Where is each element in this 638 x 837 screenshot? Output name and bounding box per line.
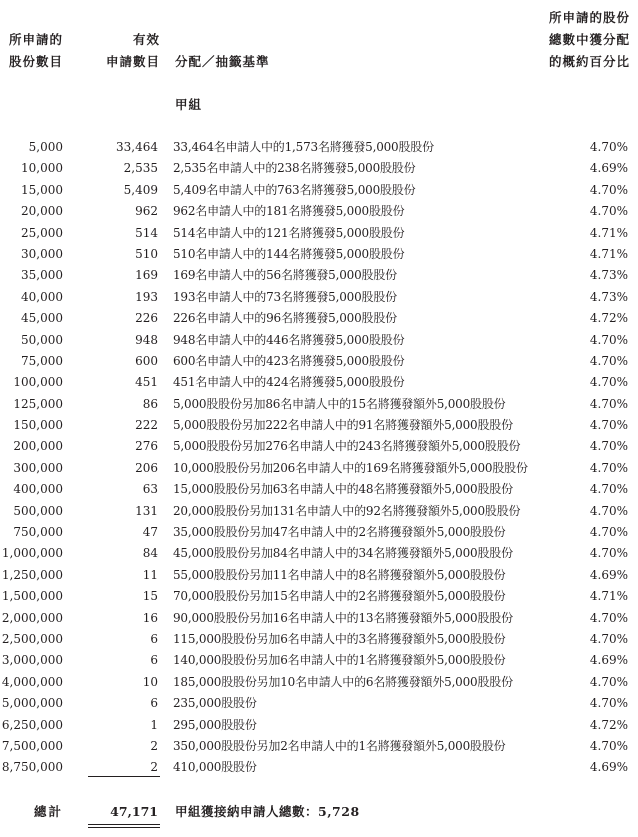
shares-cell: 6,250,000: [1, 717, 63, 732]
table-row: [0, 629, 638, 650]
applications-cell: 6: [150, 631, 158, 646]
percent-cell: 4.70%: [589, 696, 628, 711]
subtotal-rule: [88, 776, 160, 777]
header-approx-percentage-line2: 總數中獲分配: [548, 32, 630, 47]
percent-cell: 4.70%: [589, 525, 628, 540]
percent-cell: 4.70%: [589, 204, 628, 219]
applications-cell: 600: [135, 353, 158, 368]
percent-cell: 4.70%: [589, 375, 628, 390]
applications-cell: 16: [142, 610, 158, 625]
percent-cell: 4.70%: [589, 631, 628, 646]
shares-cell: 40,000: [21, 289, 63, 304]
table-row: [0, 672, 638, 693]
percent-cell: 4.70%: [589, 182, 628, 197]
percent-cell: 4.72%: [589, 717, 628, 732]
total-applications: 47,171: [110, 804, 158, 819]
total-double-rule: [88, 824, 160, 828]
header-shares-applied-line1: 所申請的: [9, 32, 64, 47]
shares-cell: 10,000: [21, 161, 63, 176]
basis-cell: 140,000股股份另加6名申請人中的1名將獲發額外5,000股股份: [173, 653, 506, 668]
table-row: [0, 351, 638, 372]
table-row: [0, 522, 638, 543]
table-row: [0, 715, 638, 736]
shares-cell: 1,500,000: [1, 589, 63, 604]
basis-cell: 962名申請人中的181名將獲發5,000股股份: [173, 204, 405, 219]
shares-cell: 35,000: [21, 268, 63, 283]
applications-cell: 1: [150, 717, 158, 732]
percent-cell: 4.73%: [589, 289, 628, 304]
basis-cell: 35,000股股份另加47名申請人中的2名將獲發額外5,000股股份: [173, 525, 506, 540]
shares-cell: 5,000: [28, 140, 63, 154]
table-row: [0, 543, 638, 564]
shares-cell: 400,000: [13, 482, 63, 497]
percent-cell: 4.71%: [589, 589, 628, 604]
percent-cell: 4.70%: [589, 353, 628, 368]
total-label: 總計: [33, 804, 63, 819]
percent-cell: 4.70%: [589, 738, 628, 753]
shares-cell: 750,000: [13, 525, 63, 540]
header-valid-applications-line1: 有效: [132, 32, 160, 47]
shares-cell: 7,500,000: [1, 738, 63, 753]
percent-cell: 4.72%: [589, 311, 628, 326]
percent-cell: 4.69%: [589, 653, 628, 668]
percent-cell: 4.70%: [589, 503, 628, 518]
percent-cell: 4.70%: [589, 140, 628, 154]
applications-cell: 33,464: [116, 140, 158, 154]
shares-cell: 150,000: [13, 418, 63, 433]
table-row: [0, 158, 638, 179]
basis-cell: 169名申請人中的56名將獲發5,000股股份: [173, 268, 397, 283]
shares-cell: 300,000: [13, 460, 63, 475]
table-row: [0, 201, 638, 222]
applications-cell: 451: [135, 375, 158, 390]
table-row: [0, 608, 638, 629]
percent-cell: 4.70%: [589, 460, 628, 475]
basis-cell: 10,000股股份另加206名申請人中的169名將獲發額外5,000股股份: [173, 460, 528, 475]
basis-cell: 600名申請人中的423名將獲發5,000股股份: [173, 353, 405, 368]
applications-cell: 15: [142, 589, 158, 604]
applications-cell: 222: [135, 418, 158, 433]
percent-cell: 4.70%: [589, 482, 628, 497]
shares-cell: 8,750,000: [1, 760, 63, 775]
applications-cell: 962: [135, 204, 158, 219]
table-row: [0, 308, 638, 329]
shares-cell: 75,000: [21, 353, 63, 368]
applications-cell: 47: [142, 525, 158, 540]
table-row: [0, 565, 638, 586]
applications-cell: 2: [150, 738, 158, 753]
shares-cell: 200,000: [13, 439, 63, 454]
shares-cell: 125,000: [13, 396, 63, 411]
percent-cell: 4.73%: [589, 268, 628, 283]
applications-cell: 169: [135, 268, 158, 283]
header-shares-applied-line2: 股份數目: [9, 54, 64, 69]
basis-cell: 410,000股股份: [173, 760, 257, 775]
basis-cell: 45,000股股份另加84名申請人中的34名將獲發額外5,000股股份: [173, 546, 513, 561]
table-row: [0, 693, 638, 714]
table-row: [0, 244, 638, 265]
applications-cell: 6: [150, 696, 158, 711]
applications-cell: 11: [142, 567, 158, 582]
applications-cell: 86: [142, 396, 158, 411]
basis-cell: 226名申請人中的96名將獲發5,000股股份: [173, 311, 397, 326]
shares-cell: 500,000: [13, 503, 63, 518]
basis-cell: 90,000股股份另加16名申請人中的13名將獲發額外5,000股股份: [173, 610, 513, 625]
basis-cell: 5,409名申請人中的763名將獲發5,000股股份: [173, 182, 416, 197]
table-row: [0, 586, 638, 607]
table-row: [0, 287, 638, 308]
table-row: [0, 394, 638, 415]
shares-cell: 1,000,000: [1, 546, 63, 561]
applications-cell: 63: [142, 482, 158, 497]
header-allocation-basis: 分配／抽籤基準: [175, 54, 270, 69]
header-approx-percentage: [540, 7, 630, 73]
basis-cell: 70,000股股份另加15名申請人中的2名將獲發額外5,000股股份: [173, 589, 506, 604]
table-row: [0, 372, 638, 393]
shares-cell: 3,000,000: [1, 653, 63, 668]
percent-cell: 4.70%: [589, 674, 628, 689]
percent-cell: 4.71%: [589, 246, 628, 261]
applications-cell: 10: [142, 674, 158, 689]
table-row: [0, 330, 638, 351]
header-shares-applied: [9, 29, 63, 73]
basis-cell: 115,000股股份另加6名申請人中的3名將獲發額外5,000股股份: [173, 631, 506, 646]
applications-cell: 193: [135, 289, 158, 304]
applications-cell: 514: [135, 225, 158, 240]
percent-cell: 4.69%: [589, 760, 628, 775]
total-row: [0, 801, 638, 823]
basis-cell: 5,000股股份另加222名申請人中的91名將獲發額外5,000股股份: [173, 418, 513, 433]
shares-cell: 50,000: [21, 332, 63, 347]
table-row: [0, 137, 638, 158]
applications-cell: 84: [142, 546, 158, 561]
shares-cell: 2,500,000: [1, 631, 63, 646]
basis-cell: 451名申請人中的424名將獲發5,000股股份: [173, 375, 405, 390]
basis-cell: 185,000股股份另加10名申請人中的6名將獲發額外5,000股股份: [173, 674, 513, 689]
header-approx-percentage-line3: 的概約百分比: [548, 54, 630, 69]
shares-cell: 5,000,000: [1, 696, 63, 711]
table-row: [0, 479, 638, 500]
applications-cell: 2: [150, 760, 158, 775]
table-row: [0, 436, 638, 457]
applications-cell: 206: [135, 460, 158, 475]
basis-cell: 350,000股股份另加2名申請人中的1名將獲發額外5,000股股份: [173, 738, 506, 753]
applications-cell: 131: [135, 503, 158, 518]
table-row: [0, 736, 638, 757]
basis-cell: 193名申請人中的73名將獲發5,000股股份: [173, 289, 397, 304]
applications-cell: 2,535: [123, 161, 158, 176]
applications-cell: 6: [150, 653, 158, 668]
percent-cell: 4.70%: [589, 439, 628, 454]
applications-cell: 5,409: [123, 182, 158, 197]
shares-cell: 4,000,000: [1, 674, 63, 689]
applications-cell: 276: [135, 439, 158, 454]
shares-cell: 45,000: [21, 311, 63, 326]
header-valid-applications-line2: 申請數目: [105, 54, 160, 69]
basis-cell: 235,000股股份: [173, 696, 257, 711]
basis-cell: 514名申請人中的121名將獲發5,000股股份: [173, 225, 405, 240]
header-valid-applications: [100, 29, 160, 73]
group-title: 甲組: [175, 97, 203, 112]
table-row: [0, 501, 638, 522]
percent-cell: 4.69%: [589, 161, 628, 176]
basis-cell: 33,464名申請人中的1,573名將獲發5,000股股份: [173, 140, 434, 154]
table-row: [0, 458, 638, 479]
applications-cell: 510: [135, 246, 158, 261]
basis-cell: 5,000股股份另加276名申請人中的243名將獲發額外5,000股股份: [173, 439, 521, 454]
table-row: [0, 180, 638, 201]
total-summary: 甲組獲接納申請人總數：5,728: [175, 804, 360, 819]
percent-cell: 4.70%: [589, 418, 628, 433]
header-approx-percentage-line1: 所申請的股份: [548, 10, 630, 25]
table-row: [0, 265, 638, 286]
percent-cell: 4.70%: [589, 332, 628, 347]
shares-cell: 2,000,000: [1, 610, 63, 625]
percent-cell: 4.70%: [589, 396, 628, 411]
table-row: [0, 650, 638, 671]
shares-cell: 25,000: [21, 225, 63, 240]
basis-cell: 510名申請人中的144名將獲發5,000股股份: [173, 246, 405, 261]
shares-cell: 30,000: [21, 246, 63, 261]
percent-cell: 4.69%: [589, 567, 628, 582]
allocation-table: [0, 137, 638, 779]
basis-cell: 15,000股股份另加63名申請人中的48名將獲發額外5,000股股份: [173, 482, 513, 497]
shares-cell: 1,250,000: [1, 567, 63, 582]
applications-cell: 226: [135, 311, 158, 326]
shares-cell: 20,000: [21, 204, 63, 219]
table-row: [0, 415, 638, 436]
basis-cell: 2,535名申請人中的238名將獲發5,000股股份: [173, 161, 416, 176]
shares-cell: 15,000: [21, 182, 63, 197]
basis-cell: 5,000股股份另加86名申請人中的15名將獲發額外5,000股股份: [173, 396, 506, 411]
basis-cell: 20,000股股份另加131名申請人中的92名將獲發額外5,000股股份: [173, 503, 521, 518]
basis-cell: 295,000股股份: [173, 717, 257, 732]
percent-cell: 4.71%: [589, 225, 628, 240]
percent-cell: 4.70%: [589, 546, 628, 561]
basis-cell: 948名申請人中的446名將獲發5,000股股份: [173, 332, 405, 347]
table-row: [0, 223, 638, 244]
percent-cell: 4.70%: [589, 610, 628, 625]
basis-cell: 55,000股股份另加11名申請人中的8名將獲發額外5,000股股份: [173, 567, 506, 582]
shares-cell: 100,000: [13, 375, 63, 390]
applications-cell: 948: [135, 332, 158, 347]
